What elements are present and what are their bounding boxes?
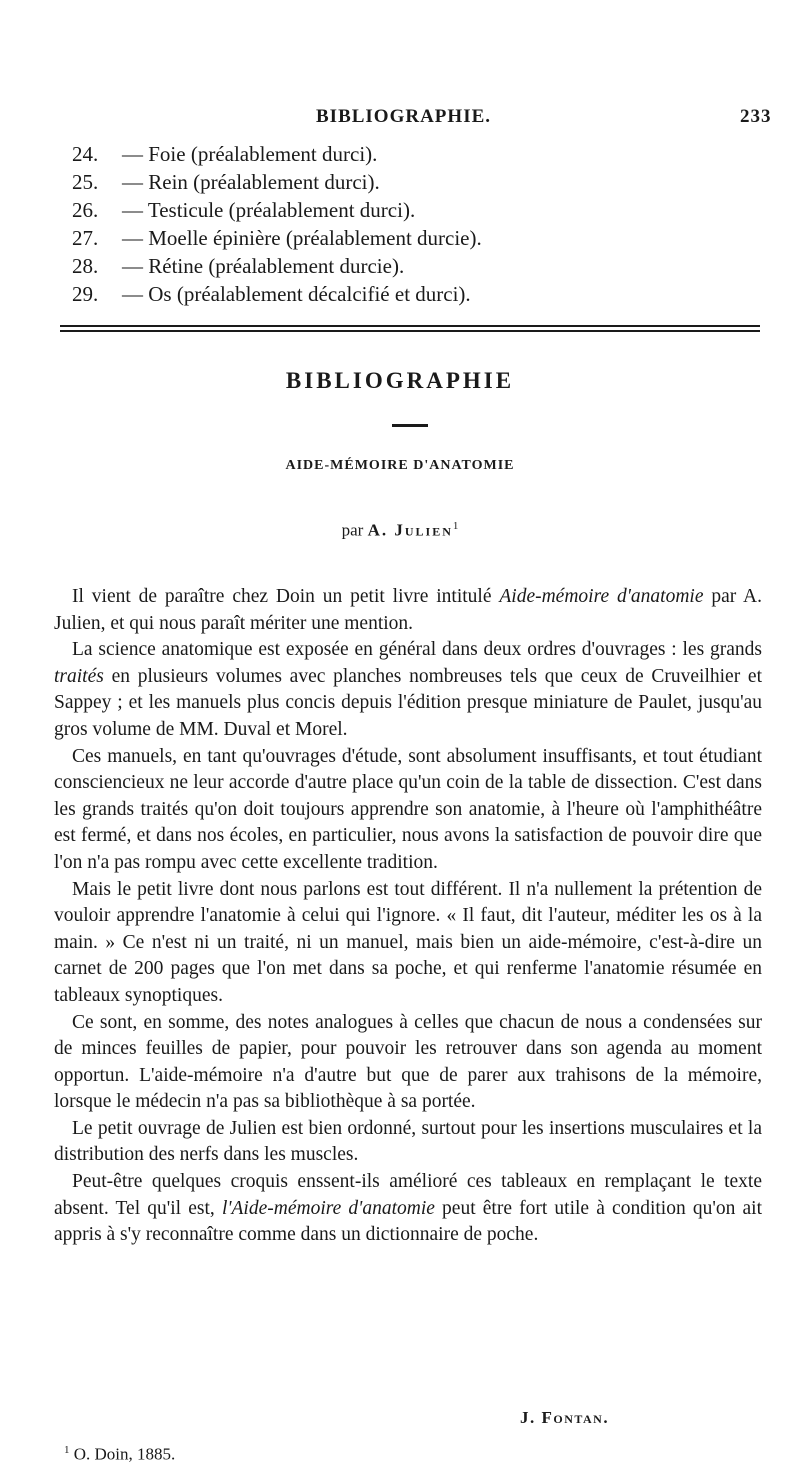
item-text: — Os (préalablement décalcifié et durci). (122, 282, 471, 306)
text-run: par A. Julien, et qui nous paraît mériter une mention. (54, 586, 763, 634)
paragraph: Ces manuels, en tant qu'ouvrages d'étude, sont absolument insuffisants, et tout étudiant consciencieux ne leur accorde d'autre place qu'un coin de la table de dissection. C'est dans les grands traités qu'on doit toujours apprendre son anatomie, à l'heure où l'amphithéâtre est fermé, et dans nos écoles, en particulier, nous avons la satisfaction de pouvoir dire que l'on n'a pas rompu avec cette excellente tradition. (54, 745, 762, 873)
review-body (54, 584, 762, 1249)
specimen-list (72, 140, 482, 308)
item-number: 24. (72, 142, 99, 166)
paragraph (54, 637, 762, 743)
title-dash (392, 424, 428, 427)
item-text: — Moelle épinière (préalablement durcie). (122, 226, 482, 250)
emphasis: traités (54, 665, 104, 687)
list-item (72, 196, 482, 224)
footnote-text: O. Doin, 1885. (69, 1444, 176, 1464)
item-number: 29. (72, 282, 99, 306)
book-title-italic: l'Aide-mémoire d'anatomie (221, 1197, 435, 1219)
list-item (72, 280, 482, 308)
book-title-italic: Aide-mémoire d'anatomie (499, 586, 704, 607)
item-text: — Testicule (préalablement durci). (122, 198, 416, 222)
item-text: — Rein (préalablement durci). (122, 170, 380, 194)
list-item (72, 252, 482, 280)
page-number: 233 (740, 106, 772, 127)
text-run: Il vient de paraître chez Doin un petit livre intitulé (72, 586, 500, 607)
item-number: 26. (72, 198, 99, 222)
book-title: AIDE-MÉMOIRE D'ANATOMIE (285, 458, 515, 473)
paragraph (54, 584, 762, 637)
item-number: 27. (72, 226, 99, 250)
footnote-ref: 1 (452, 520, 459, 532)
footnote-mark: 1 (64, 1444, 70, 1456)
paragraph (54, 1169, 762, 1249)
text-run: peut être fort utile à condition qu'on ait appris à s'y reconnaître comme dans un dictionnaire de poche. (54, 1197, 762, 1246)
list-item (72, 224, 482, 252)
running-head-title: BIBLIOGRAPHIE. (316, 106, 492, 127)
byline-prefix: par (341, 520, 364, 540)
item-text: — Rétine (préalablement durcie). (122, 254, 405, 278)
author-name: A. Julien (367, 520, 453, 540)
byline (0, 520, 800, 541)
text-run: La science anatomique est exposée en général dans deux ordres d'ouvrages : les grands (72, 639, 762, 661)
item-number: 28. (72, 254, 99, 278)
signature: J. Fontan. (520, 1408, 610, 1427)
paragraph: Mais le petit livre dont nous parlons est tout différent. Il n'a nullement la prétention de vouloir apprendre l'anatomie à celui qui l'ignore. « Il faut, dit l'auteur, méditer les os à la main. » Ce n'est ni un traité, ni un manuel, mais bien un aide-mémoire, c'est-à-dire un carnet de 200 pages que l'on met dans sa poche, et qui renferme l'anatomie résumée en tableaux synoptiques. (54, 878, 762, 1006)
list-item (72, 140, 482, 168)
section-divider (60, 325, 760, 335)
item-text: — Foie (préalablement durci). (122, 142, 378, 166)
item-number: 25. (72, 170, 99, 194)
paragraph: Le petit ouvrage de Julien est bien ordonné, surtout pour les insertions musculaires et la distribution des nerfs dans les muscles. (54, 1117, 762, 1166)
list-item (72, 168, 482, 196)
text-run: Peut-être quelques croquis enssent-ils amélioré ces tableaux en remplaçant le texte absent. Tel qu'il est, (54, 1171, 762, 1219)
text-run: en plusieurs volumes avec planches nombreuses tels que ceux de Cruveilhier et Sappey ; et les manuels plus concis depuis l'édition presque miniature de Paulet, jusqu'au gros volume de MM. Duval et Morel. (54, 665, 762, 740)
section-title: BIBLIOGRAPHIE (285, 368, 515, 393)
paragraph: Ce sont, en somme, des notes analogues à celles que chacun de nous a condensées sur de minces feuilles de papier, pour pouvoir les retrouver dans son agenda au moment opportun. L'aide-mémoire n'a d'autre but que de parer aux trahisons de la mémoire, lorsque le médecin n'a pas sa bibliothèque à sa portée. (54, 1011, 762, 1113)
footnote (64, 1444, 175, 1465)
